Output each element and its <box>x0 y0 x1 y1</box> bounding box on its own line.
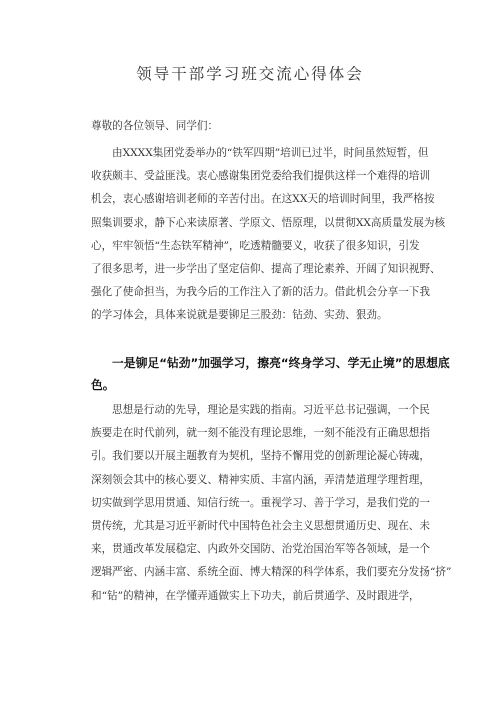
paragraph-line: 思想是行动的先导，理论是实践的指南。习近平总书记强调，一个民 <box>112 404 430 416</box>
paragraph-line: 强化了使命担当，为我今后的工作注入了新的活力。借此机会分享一下我 <box>91 286 430 299</box>
salutation: 尊敬的各位领导、同学们： <box>91 120 219 132</box>
heading-line: 一是铆足“钻劲”加强学习，擦亮“终身学习、学无止境”的思想底 <box>112 356 450 370</box>
paragraph-line: 心，牢牢领悟“生态铁军精神”，吃透精髓要义，收获了很多知识，引发 <box>91 239 420 252</box>
paragraph-line: 深刻领会其中的核心要义、精神实质、丰富内涵，弄清楚道理学理哲理， <box>91 473 430 486</box>
heading-line: 色。 <box>91 378 115 392</box>
paragraph-line: 逻辑严密、内涵丰富、系统全面、博大精深的科学体系，我们要充分发扬“挤” <box>91 566 452 579</box>
paragraph-line: 来，贯通改革发展稳定、内政外交国防、治党治国治军等各领域，是一个 <box>91 543 430 556</box>
paragraph-section-1 <box>91 399 452 608</box>
paragraph-line: 贯传统，尤其是习近平新时代中国特色社会主义思想贯通历史、现在、未 <box>91 519 430 532</box>
paragraph-intro <box>91 142 446 328</box>
paragraph-line: 族要走在时代前列，就一刻不能没有理论思维，一刻不能没有正确思想指 <box>91 427 430 440</box>
paragraph-line: 引。我们要以开展主题教育为契机，坚持不懈用党的创新理论凝心铸魂， <box>91 450 430 463</box>
paragraph-line: 的学习体会，具体来说就是要铆足三股劲：钻劲、实劲、狠劲。 <box>91 309 388 322</box>
paragraph-line: 由XXXX集团党委举办的“铁军四期”培训已过半，时间虽然短暂，但 <box>112 147 429 159</box>
paragraph-line: 和“钻”的精神，在学懂弄通做实上下功夫，前后贯通学、及时跟进学， <box>91 589 420 602</box>
paragraph-line: 收获颇丰、受益匪浅。衷心感谢集团党委给我们提供这样一个难得的培训 <box>91 170 430 183</box>
section-heading-1 <box>91 352 450 396</box>
paragraph-line: 切实做到学思用贯通、知信行统一。重视学习、善于学习，是我们党的一 <box>91 496 430 509</box>
paragraph-line: 机会，衷心感谢培训老师的辛苦付出。在这XX天的培训时间里，我严格按 <box>91 193 435 206</box>
document-title: 领导干部学习班交流心得体会 <box>136 65 364 83</box>
paragraph-line: 照集训要求，静下心来读原著、学原文、悟原理，以贯彻XX高质量发展为核 <box>91 216 446 229</box>
paragraph-line: 了很多思考，进一步学出了坚定信仰、提高了理论素养、开阔了知识视野、 <box>91 262 441 275</box>
